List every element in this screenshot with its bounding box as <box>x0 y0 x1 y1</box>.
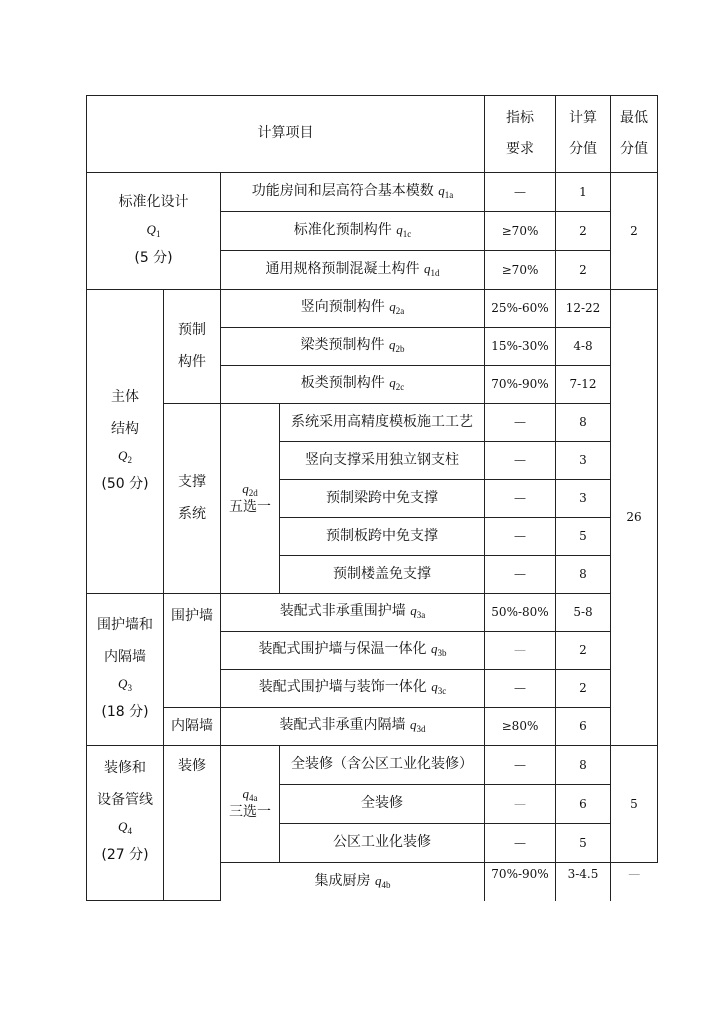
q1c-score: 2 <box>556 212 611 251</box>
q3d-label: 装配式非承重内隔墙 $q_{3d}$ <box>221 708 485 746</box>
q3-category: 围护墙和 内隔墙 $Q_3$ (18 分) <box>87 594 164 746</box>
q2-category: 主体 结构 $Q_2$ (50 分) <box>87 290 164 594</box>
q3-wall-group: 围护墙 <box>164 594 221 708</box>
q4-category: 装修和 设备管线 $Q_4$ (27 分) <box>87 746 164 901</box>
q1d-requirement: ≥70% <box>485 251 556 290</box>
q2d-option-requirement: — <box>485 442 556 480</box>
q4a-option-score: 6 <box>556 785 611 824</box>
header-item: 计算项目 <box>87 96 485 173</box>
q4a-option-label: 全装修 <box>280 785 485 824</box>
q3-partition-group: 内隔墙 <box>164 708 221 746</box>
q2d-option-requirement: — <box>485 556 556 594</box>
q2c-requirement: 70%-90% <box>485 366 556 404</box>
q4b-score: 3-4.5 <box>556 863 611 901</box>
q2d-option-score: 8 <box>556 404 611 442</box>
q4a-option-requirement: — <box>485 746 556 785</box>
q2d-option-label: 竖向支撑采用独立钢支柱 <box>280 442 485 480</box>
q2b-score: 4-8 <box>556 328 611 366</box>
q1c-requirement: ≥70% <box>485 212 556 251</box>
q2d-option-requirement: — <box>485 518 556 556</box>
q2b-requirement: 15%-30% <box>485 328 556 366</box>
q3d-requirement: ≥80% <box>485 708 556 746</box>
q2d-option-requirement: — <box>485 404 556 442</box>
q2d-option-label: 预制板跨中免支撑 <box>280 518 485 556</box>
q2d-option-label: 系统采用高精度模板施工工艺 <box>280 404 485 442</box>
q4-min-score: 5 <box>611 746 658 863</box>
q4a-option-requirement: — <box>485 785 556 824</box>
q1a-label: 功能房间和层高符合基本模数 $q_{1a}$ <box>221 173 485 212</box>
q4a-choice: $q_{4a}$ 三选一 <box>221 746 280 863</box>
q2-support-group: 支撑 系统 <box>164 404 221 594</box>
q2a-requirement: 25%-60% <box>485 290 556 328</box>
q4b-label: 集成厨房 $q_{4b}$ <box>221 863 485 901</box>
q3b-score: 2 <box>556 632 611 670</box>
q3a-score: 5-8 <box>556 594 611 632</box>
header-row <box>87 96 658 173</box>
q1a-score: 1 <box>556 173 611 212</box>
q1-category: 标准化设计 $Q_1$ (5 分) <box>87 173 221 290</box>
table-row <box>87 708 658 746</box>
q2d-option-score: 3 <box>556 442 611 480</box>
q2d-option-requirement: — <box>485 480 556 518</box>
q3a-requirement: 50%-80% <box>485 594 556 632</box>
q2d-option-label: 预制楼盖免支撑 <box>280 556 485 594</box>
table-row <box>87 594 658 632</box>
q2c-score: 7-12 <box>556 366 611 404</box>
table-row <box>87 173 658 212</box>
q2d-option-score: 3 <box>556 480 611 518</box>
q3b-label: 装配式围护墙与保温一体化 $q_{3b}$ <box>221 632 485 670</box>
header-score: 计算 分值 <box>556 96 611 173</box>
q3c-score: 2 <box>556 670 611 708</box>
q3a-label: 装配式非承重围护墙 $q_{3a}$ <box>221 594 485 632</box>
q2-q3-min-score: 26 <box>611 290 658 746</box>
assembly-rating-table <box>86 95 658 901</box>
q1-min-score: 2 <box>611 173 658 290</box>
q4b-min-score: — <box>611 863 658 901</box>
q2a-label: 竖向预制构件 $q_{2a}$ <box>221 290 485 328</box>
q3c-label: 装配式围护墙与装饰一体化 $q_{3c}$ <box>221 670 485 708</box>
q4a-option-score: 8 <box>556 746 611 785</box>
q2d-option-label: 预制梁跨中免支撑 <box>280 480 485 518</box>
q1d-label: 通用规格预制混凝土构件 $q_{1d}$ <box>221 251 485 290</box>
q1c-label: 标准化预制构件 $q_{1c}$ <box>221 212 485 251</box>
header-requirement: 指标 要求 <box>485 96 556 173</box>
q1a-requirement: — <box>485 173 556 212</box>
q4a-option-label: 公区工业化装修 <box>280 824 485 863</box>
q4-decor-group: 装修 <box>164 746 221 901</box>
q4a-option-requirement: — <box>485 824 556 863</box>
q4a-option-label: 全装修（含公区工业化装修） <box>280 746 485 785</box>
table-row <box>87 746 658 785</box>
q2-prefab-group: 预制 构件 <box>164 290 221 404</box>
q4b-requirement: 70%-90% <box>485 863 556 901</box>
q2d-option-score: 5 <box>556 518 611 556</box>
table-row <box>87 404 658 442</box>
q3c-requirement: — <box>485 670 556 708</box>
table-row <box>87 290 658 328</box>
q2d-choice: $q_{2d}$ 五选一 <box>221 404 280 594</box>
header-min-score: 最低 分值 <box>611 96 658 173</box>
q3b-requirement: — <box>485 632 556 670</box>
q3d-score: 6 <box>556 708 611 746</box>
q2c-label: 板类预制构件 $q_{2c}$ <box>221 366 485 404</box>
q2b-label: 梁类预制构件 $q_{2b}$ <box>221 328 485 366</box>
q4a-option-score: 5 <box>556 824 611 863</box>
q1d-score: 2 <box>556 251 611 290</box>
q2d-option-score: 8 <box>556 556 611 594</box>
q2a-score: 12-22 <box>556 290 611 328</box>
